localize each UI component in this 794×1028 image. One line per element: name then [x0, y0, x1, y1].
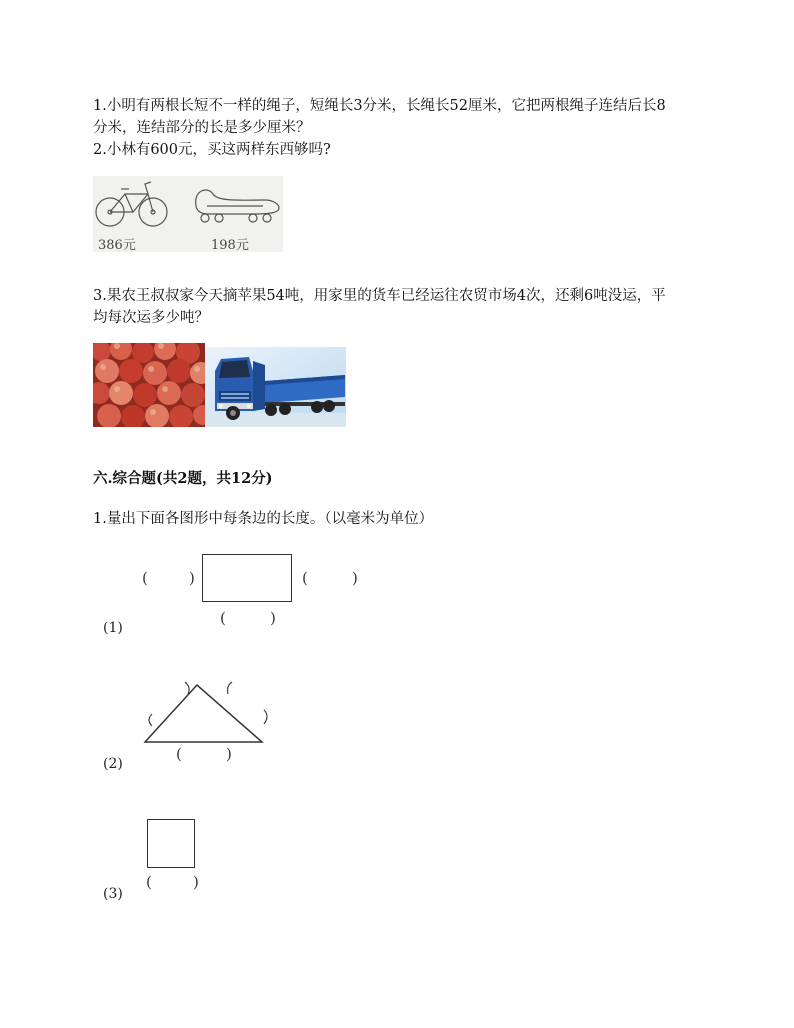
truck-photo [205, 347, 346, 427]
problem-1-line-2: 分米，连结部分的长是多少厘米？ [93, 120, 311, 136]
paren-square-close: ) [193, 873, 199, 891]
problem-3-line-2: 均每次运多少吨？ [93, 310, 209, 326]
paren-bottom-open: ( [220, 609, 226, 627]
bicycle-price: 386元 [98, 238, 136, 252]
rectangle-figure [202, 554, 292, 602]
section-heading: 六.综合题(共2题，共12分) [93, 470, 273, 487]
paren-left-open: ( [142, 569, 148, 587]
figure-label-1: (1) [103, 620, 123, 636]
triangle-figure [140, 676, 275, 746]
bike-skateboard-image [93, 176, 283, 252]
paren-bottom-close: ) [270, 609, 276, 627]
problem-2: 2.小林有600元，买这两样东西够吗? [93, 142, 331, 158]
section-question-1: 1.量出下面各图形中每条边的长度。（以毫米为单位） [93, 511, 434, 527]
paren-triangle-open: ( [176, 745, 182, 763]
paren-left-close: ) [189, 569, 195, 587]
apples-photo [93, 343, 205, 427]
problem-3-line-1: 3.果农王叔叔家今天摘苹果54吨，用家里的货车已经运往农贸市场4次，还剩6吨没运，平 [93, 288, 666, 304]
problem-1-line-1: 1.小明有两根长短不一样的绳子，短绳长3分米，长绳长52厘米，它把两根绳子连结后长8 [93, 98, 666, 114]
paren-square-open: ( [146, 873, 152, 891]
paren-right-open: ( [302, 569, 308, 587]
paren-right-close: ) [352, 569, 358, 587]
square-figure [147, 819, 195, 868]
skateboard-price: 198元 [211, 238, 249, 252]
paren-triangle-close: ) [226, 745, 232, 763]
figure-label-2: (2) [103, 756, 123, 772]
figure-label-3: (3) [103, 886, 123, 902]
